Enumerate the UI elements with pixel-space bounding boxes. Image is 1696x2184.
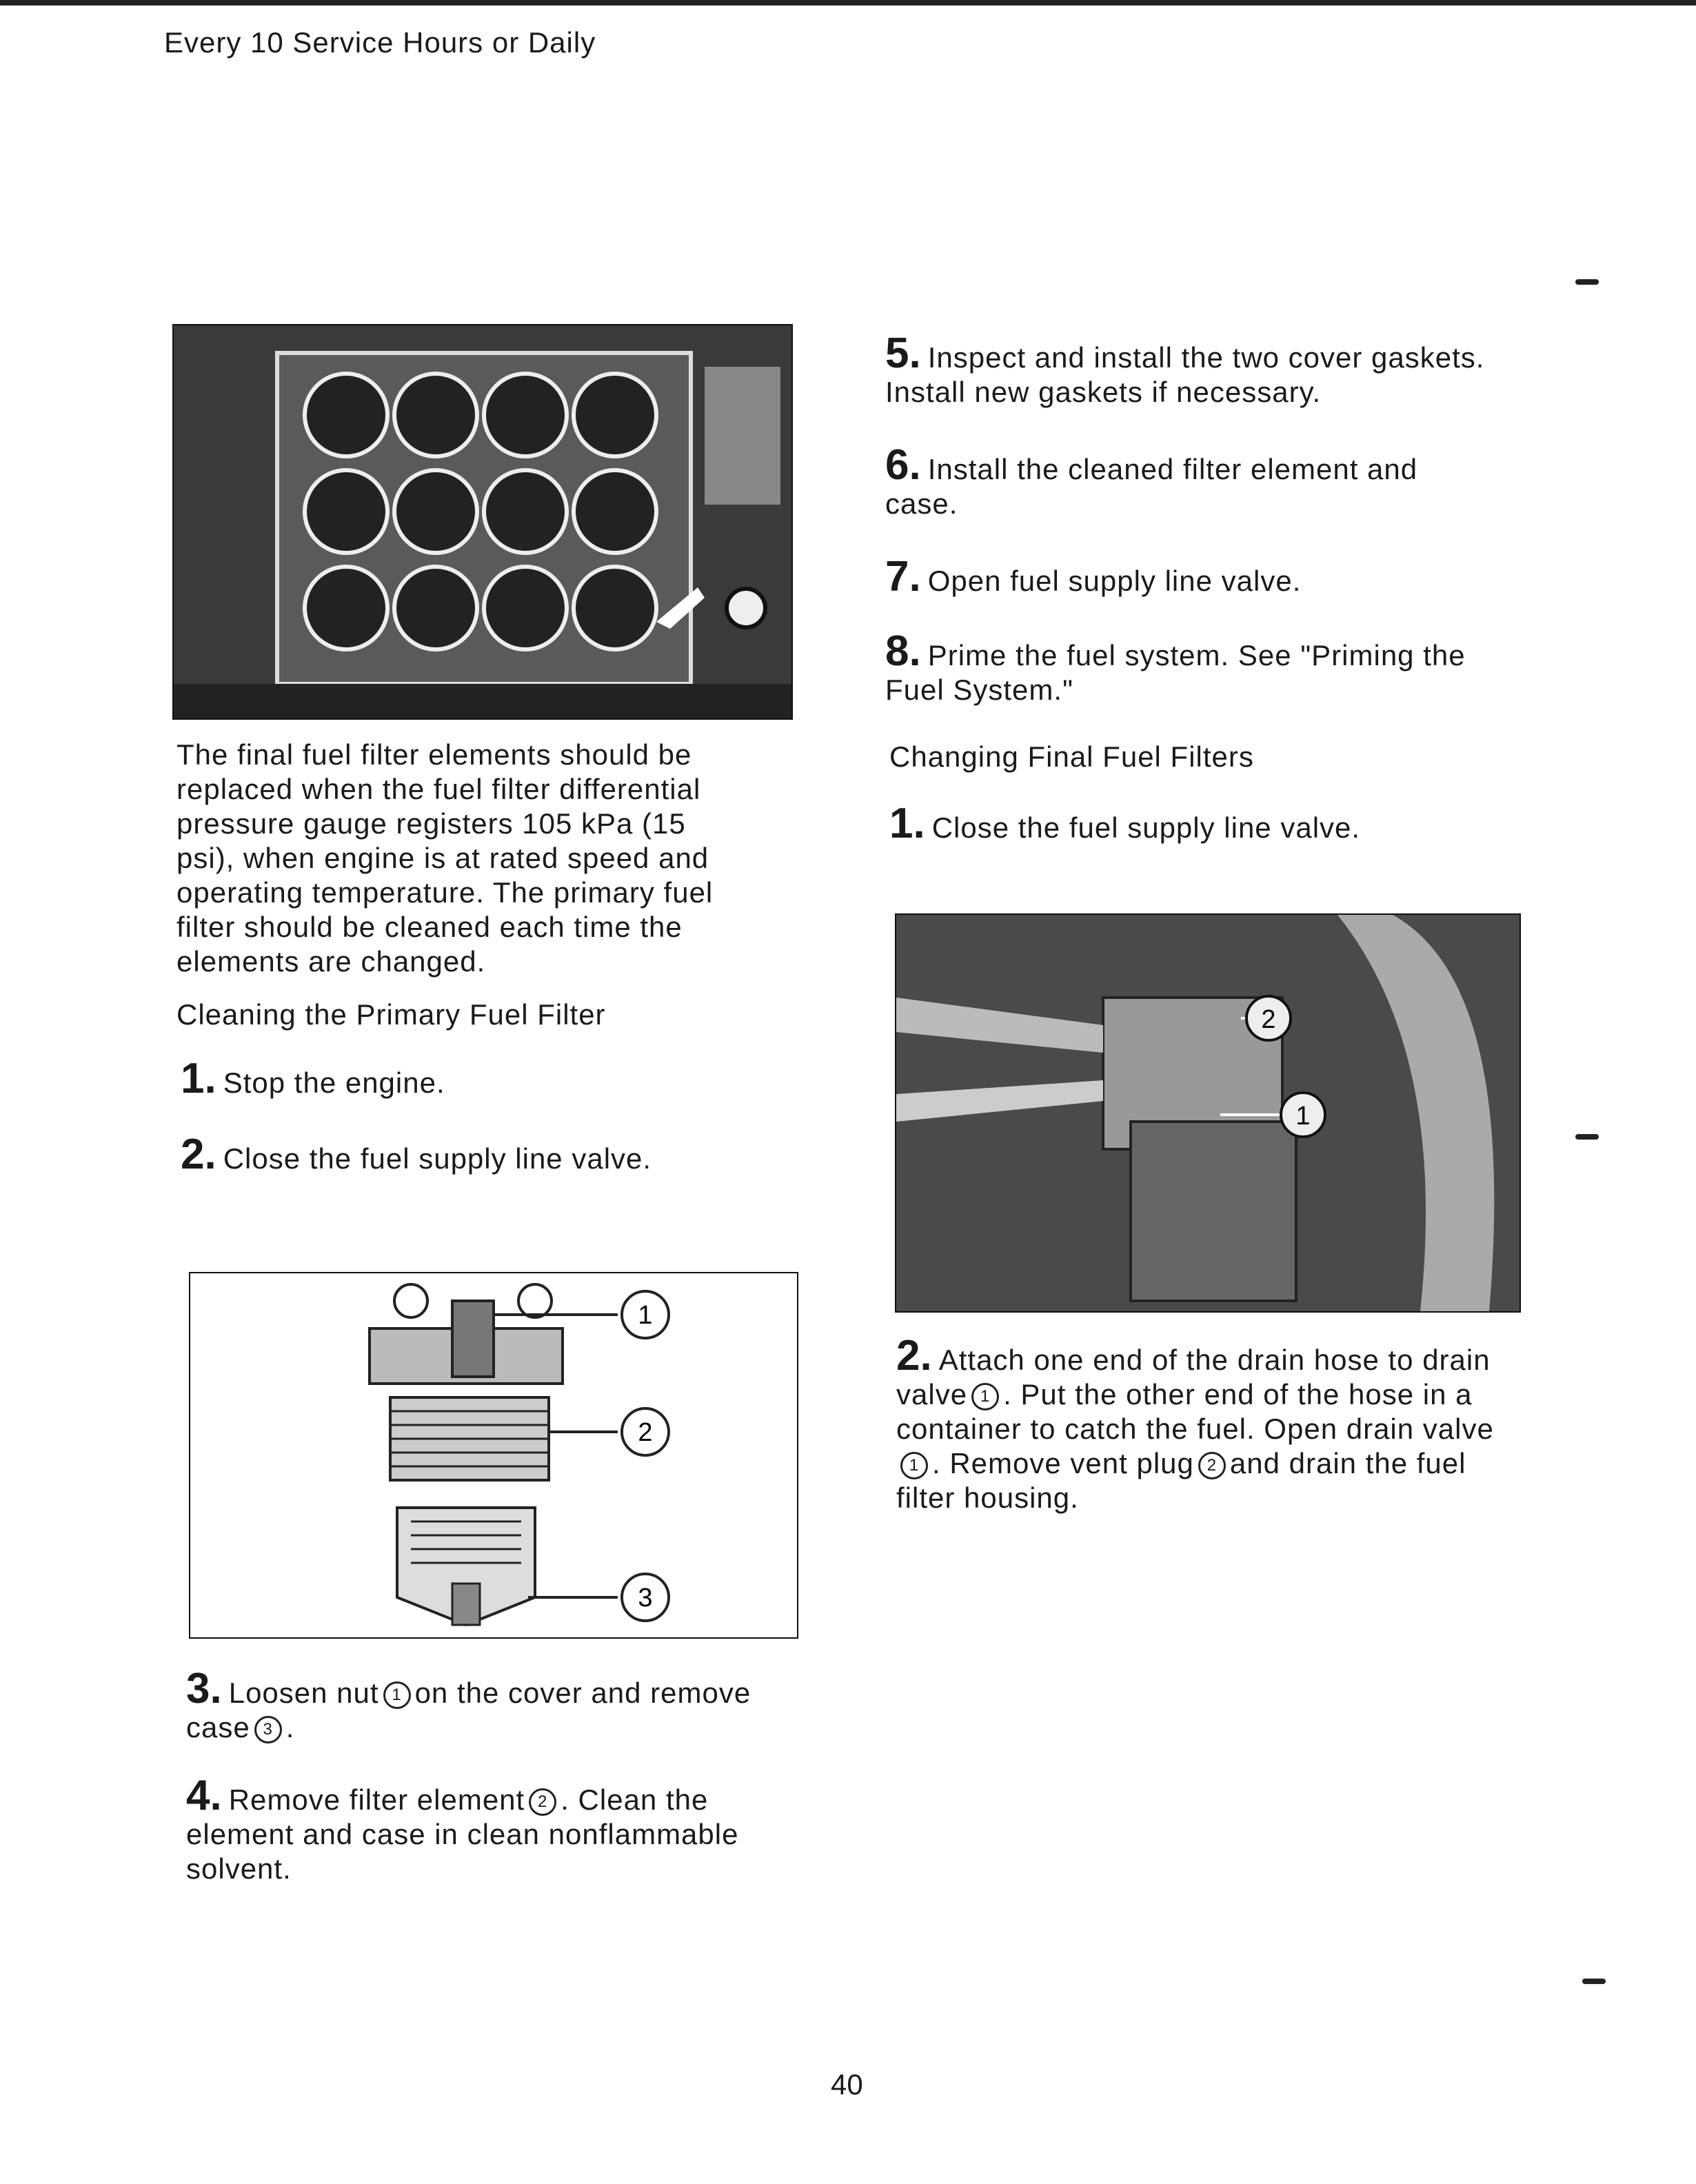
step-number: 6. xyxy=(885,441,921,489)
change-step-2 xyxy=(896,1332,1503,1515)
diagram-label-3: 3 xyxy=(638,1584,653,1612)
step-4 xyxy=(186,1772,779,1886)
step-text: Loosen nut xyxy=(228,1677,379,1709)
step-text: Close the fuel supply line valve. xyxy=(223,1142,652,1175)
step-number: 5. xyxy=(885,330,921,377)
intro-paragraph: The final fuel filter elements should be replaced when the fuel filter differential pressure gauge registers 105 kPa (15 psi), when engine is at rated speed and operating temperature. The primary fuel filter should be cleaned each time the elements are changed. xyxy=(176,738,714,978)
step-number: 1. xyxy=(889,800,925,847)
step-text: Close the fuel supply line valve. xyxy=(931,811,1361,844)
callout-icon: 2 xyxy=(1198,1452,1226,1479)
step-6 xyxy=(885,441,1485,521)
changing-heading: Changing Final Fuel Filters xyxy=(889,740,1254,773)
page-number: 40 xyxy=(831,2068,863,2101)
filter-diagram xyxy=(189,1272,798,1639)
filter-housing-photo xyxy=(895,913,1521,1313)
step-number: 7. xyxy=(885,553,921,600)
step-text: Attach one end of the drain hose to drain valve xyxy=(896,1344,1491,1410)
step-number: 2. xyxy=(181,1131,216,1178)
cleaning-heading: Cleaning the Primary Fuel Filter xyxy=(176,998,606,1031)
photo-label-1: 1 xyxy=(1295,1102,1311,1131)
step-1-clean xyxy=(181,1055,753,1102)
margin-mark xyxy=(1575,1134,1599,1140)
step-7 xyxy=(885,553,1485,600)
callout-icon: 1 xyxy=(383,1681,411,1709)
step-text: Remove filter element xyxy=(228,1783,525,1816)
step-text: Stop the engine. xyxy=(223,1066,445,1099)
gauge-panel-illustration xyxy=(174,325,791,718)
step-number: 1. xyxy=(181,1055,216,1102)
step-2-clean xyxy=(181,1131,753,1178)
gauge-panel-photo xyxy=(172,324,793,720)
step-text: . xyxy=(285,1711,295,1743)
step-number: 4. xyxy=(186,1772,222,1819)
step-text: . Put the other end of the hose in a container to catch the fuel. Open drain valve xyxy=(896,1378,1494,1445)
step-text: . Clean the element and case in clean nonflammable solvent. xyxy=(186,1783,739,1885)
diagram-label-2: 2 xyxy=(638,1418,653,1447)
callout-icon: 3 xyxy=(254,1716,282,1743)
callout-icon: 1 xyxy=(900,1452,928,1479)
step-text: . Remove vent plug xyxy=(932,1447,1194,1479)
margin-mark xyxy=(1582,1979,1606,1984)
step-text: Install the cleaned filter element and case. xyxy=(885,453,1418,520)
step-number: 2. xyxy=(896,1332,932,1379)
step-text: Prime the fuel system. See "Priming the Fuel System." xyxy=(885,639,1466,706)
step-5 xyxy=(885,330,1485,410)
page-header: Every 10 Service Hours or Daily xyxy=(164,26,596,59)
filter-housing-illustration xyxy=(896,915,1520,1311)
diagram-label-1: 1 xyxy=(638,1301,653,1330)
callout-icon: 1 xyxy=(971,1383,999,1410)
step-number: 8. xyxy=(885,627,921,675)
step-text: Open fuel supply line valve. xyxy=(927,565,1302,597)
top-rule xyxy=(0,0,1696,6)
step-number: 3. xyxy=(186,1665,222,1712)
margin-mark xyxy=(1575,279,1599,285)
step-8 xyxy=(885,627,1485,707)
step-text: Inspect and install the two cover gaskets. Install new gaskets if necessary. xyxy=(885,341,1485,408)
step-text: on the cover and remove case xyxy=(186,1677,751,1743)
photo-label-2: 2 xyxy=(1261,1005,1276,1034)
step-3 xyxy=(186,1665,779,1745)
callout-icon: 2 xyxy=(529,1788,556,1816)
change-step-1 xyxy=(889,800,1489,847)
filter-cross-section xyxy=(190,1273,797,1637)
step-text: and drain the fuel filter housing. xyxy=(896,1447,1466,1514)
